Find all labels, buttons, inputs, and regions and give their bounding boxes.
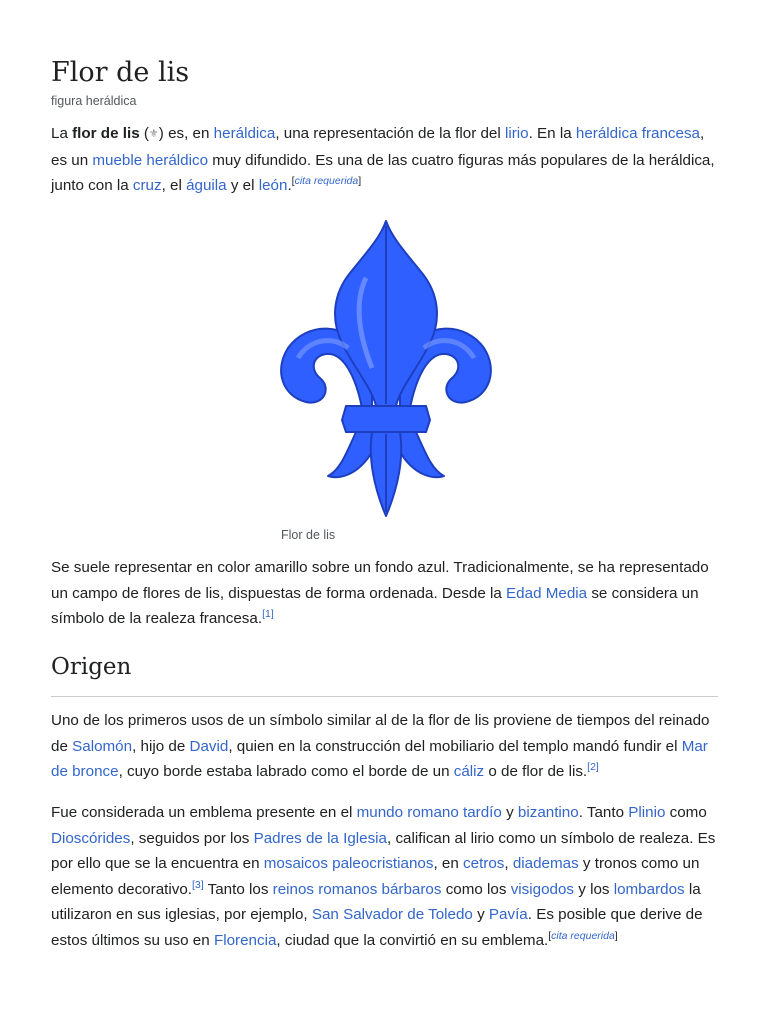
section-divider (51, 696, 718, 697)
link-visigodos[interactable]: visigodos (510, 880, 575, 898)
link-mundo-romano-tardio[interactable]: mundo romano tardío (356, 804, 502, 821)
link-plinio[interactable]: Plinio (628, 804, 666, 821)
link-cetros[interactable]: cetros (463, 855, 505, 873)
origen-paragraph-1: Uno de los primeros usos de un símbolo similar al de la flor de lis proviene de tiempos del reinado de Salomón, hijo de David, quien en la construcción del mobiliario del templo mandó fundir el Mar de bronce, cuyo borde estaba labrado como el borde de un cáliz o de flor de lis.[2] (51, 712, 710, 781)
link-pavia[interactable]: Pavía (488, 906, 528, 924)
link-heraldica[interactable]: heráldica (213, 125, 276, 142)
fleur-de-lis-icon: ⚜ (148, 128, 159, 140)
link-david[interactable]: David (189, 737, 229, 755)
link-florencia[interactable]: Florencia (213, 931, 277, 949)
fleur-de-lis-image (276, 218, 496, 523)
bold-term: flor de lis (72, 125, 140, 142)
link-cruz[interactable]: cruz (132, 177, 162, 195)
link-aguila[interactable]: águila (186, 177, 227, 195)
link-heraldica-francesa[interactable]: heráldica francesa (575, 125, 700, 142)
link-lirio[interactable]: lirio (504, 125, 529, 142)
center-band (342, 406, 430, 432)
section-heading-origen: Origen (51, 654, 132, 680)
link-mueble-heraldico[interactable]: mueble heráldico (92, 151, 209, 169)
lower-right-petal (396, 432, 444, 477)
origen-paragraph-2: Fue considerada un emblema presente en el mundo romano tardío y bizantino. Tanto Plinio como Dioscórides, seguidos por los Padres de la Iglesia, califican al lirio como un símbolo de realeza. Es por ello que se la encuentra en mosaicos paleocristianos, en cetros, diademas y tronos como un elemento decorativo.[3] Tanto los reinos romanos bárbaros como los visigodos y los lombardos la utilizaron en sus iglesias, por ejemplo, San Salvador de Toledo y Pavía. Es posible que derive de estos últimos su uso en Florencia, ciudad que la convirtió en su emblema.[cita requerida] (51, 804, 716, 949)
link-san-salvador-de-toledo[interactable]: San Salvador de Toledo (311, 906, 473, 924)
citation-needed[interactable]: [cita requerida] (291, 175, 362, 188)
reference-3[interactable]: [3] (192, 878, 204, 891)
page-title: Flor de lis (51, 57, 190, 88)
link-edad-media[interactable]: Edad Media (506, 584, 588, 602)
link-salomon[interactable]: Salomón (72, 737, 133, 755)
reference-2[interactable]: [2] (587, 761, 599, 774)
reference-1[interactable]: [1] (262, 608, 274, 621)
link-diademas[interactable]: diademas (512, 855, 579, 873)
paragraph-2: Se suele representar en color amarillo sobre un fondo azul. Tradicionalmente, se ha representado un campo de flores de lis, dispuestas de forma ordenada. Desde la Edad Media se considera un símbolo de la realeza francesa.[1] (51, 559, 709, 628)
link-bizantino[interactable]: bizantino (517, 804, 579, 821)
figure-caption: Flor de lis (281, 528, 336, 542)
fleur-de-lis-figure[interactable] (276, 218, 496, 523)
link-mosaicos-paleocristianos[interactable]: mosaicos paleocristianos (263, 855, 434, 873)
link-reinos-romanos-barbaros[interactable]: reinos romanos bárbaros (272, 880, 442, 898)
link-leon[interactable]: león (258, 177, 288, 195)
intro-paragraph: La flor de lis (⚜) es, en heráldica, una representación de la flor del lirio. En la heráldica francesa, es un mueble heráldico muy difundido. Es una de las cuatro figuras más populares de la heráldica, junto con la cruz, el águila y el león.[cita requerida] (51, 121, 719, 199)
lower-left-petal (328, 432, 376, 477)
page-subtitle: figura heráldica (51, 94, 137, 108)
link-mar-de-bronce[interactable]: Mar de bronce (51, 737, 708, 781)
link-caliz[interactable]: cáliz (453, 763, 485, 781)
link-lombardos[interactable]: lombardos (613, 880, 685, 898)
citation-needed-2[interactable]: [cita requerida] (548, 929, 618, 942)
link-dioscorides[interactable]: Dioscórides (51, 829, 131, 847)
link-padres-de-la-iglesia[interactable]: Padres de la Iglesia (253, 829, 388, 847)
